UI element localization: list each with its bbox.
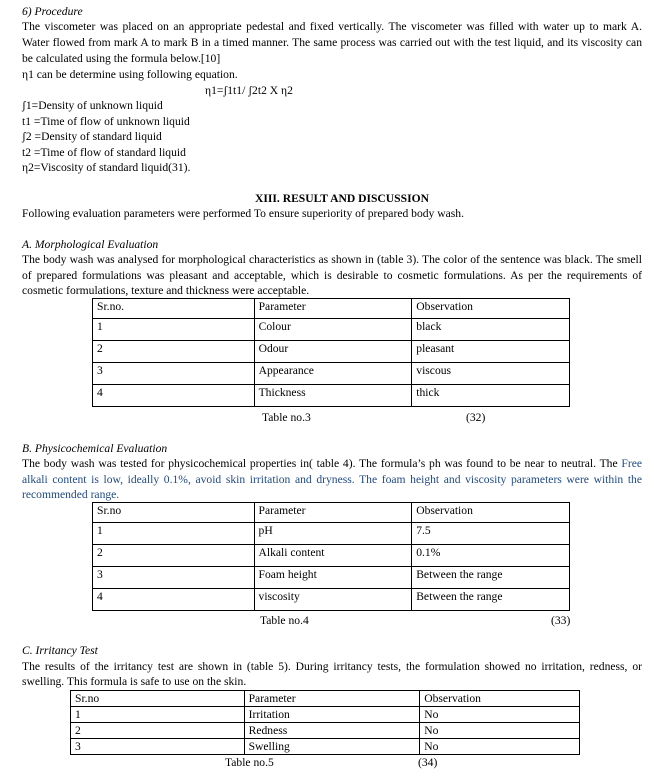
table-cell: No [420,723,580,739]
procedure-line-4: η1 can be determine using following equation. [22,68,238,81]
result-intro: Following evaluation parameters were performed To ensure superiority of prepared body wash. [22,207,464,220]
table-cell: No [420,739,580,755]
table-cell: 3 [93,567,255,589]
table-row [93,545,570,567]
table-cell: pleasant [412,341,570,363]
table-cell: pH [254,523,412,545]
table-cell: 3 [93,363,255,385]
table-row [93,523,570,545]
morphological-heading: A. Morphological Evaluation [22,238,159,251]
table-row [93,319,570,341]
table-row [93,589,570,611]
header-cell: Parameter [254,299,412,319]
irritancy-line-1: The results of the irritancy test are shown in (table 5). During irritancy tests, the formulation showed no irritation, redness, or [22,660,642,673]
header-cell: Sr.no. [93,299,255,319]
table-cell: Appearance [254,363,412,385]
table-cell: Alkali content [254,545,412,567]
table-5 [70,690,580,755]
table-cell: viscosity [254,589,412,611]
table-cell: Swelling [244,739,420,755]
table-cell: Irritation [244,707,420,723]
table-row [71,707,580,723]
table-cell: 4 [93,589,255,611]
table-cell: Thickness [254,385,412,407]
definition-3: ʃ2 =Density of standard liquid [22,130,162,143]
table-cell: black [412,319,570,341]
morphological-line-2: of prepared formulations was pleasant and acceptable, which is desirable to cosmetic formulations. As per the requirements of [22,269,642,282]
table-cell: 1 [93,319,255,341]
procedure-line-2: Water flowed from mark A to mark B in a timed manner. The same process was carried out with the test liquid, and its viscosity can [22,36,642,49]
table-header-row [71,691,580,707]
table-cell: 7.5 [412,523,570,545]
header-cell: Parameter [244,691,420,707]
definition-4: t2 =Time of flow of standard liquid [22,146,186,159]
table-cell: viscous [412,363,570,385]
table-4-caption: Table no.4 [260,614,309,627]
table-cell: thick [412,385,570,407]
procedure-line-3: be calculated using the formula below.[10] [22,52,221,65]
table-header-row [93,503,570,523]
table-row [93,385,570,407]
definition-5: η2=Viscosity of standard liquid(31). [22,161,191,174]
table-row [71,739,580,755]
physicochemical-line-2: alkali content is low, ideally 0.1%, avoid skin irritation and dryness. The foam height and viscosity parameters were within the [22,473,642,486]
table-cell: Between the range [412,567,570,589]
table-cell: Colour [254,319,412,341]
section-heading: XIII. RESULT AND DISCUSSION [255,192,429,205]
morphological-line-3: cosmetic formulations, texture and thickness were acceptable. [22,284,310,297]
table-cell: Foam height [254,567,412,589]
table-4-ref: (33) [551,614,571,627]
table-row [71,723,580,739]
definition-1: ʃ1=Density of unknown liquid [22,99,163,112]
table-cell: 1 [71,707,245,723]
table-cell: 2 [93,545,255,567]
table-cell: 3 [71,739,245,755]
table-3-ref: (32) [466,411,486,424]
header-cell: Sr.no [93,503,255,523]
table-row [93,567,570,589]
physicochemical-line-3: recommended range. [22,488,120,501]
table-cell: Between the range [412,589,570,611]
header-cell: Observation [412,503,570,523]
table-row [93,363,570,385]
table-cell: Redness [244,723,420,739]
table-cell: 4 [93,385,255,407]
table-cell: Odour [254,341,412,363]
physicochemical-line-1-text: The body wash was tested for physicochemical properties in( table 4). The formula’s ph was found to be near to neutral. The [22,457,622,470]
table-cell: 1 [93,523,255,545]
table-header-row [93,299,570,319]
table-cell: 2 [71,723,245,739]
table-cell: No [420,707,580,723]
procedure-line-1: The viscometer was placed on an appropriate pedestal and fixed vertically. The viscometer was filled with water up to mark A. [22,20,642,33]
table-5-ref: (34) [418,756,438,769]
table-cell: 2 [93,341,255,363]
physicochemical-heading: B. Physicochemical Evaluation [22,442,168,455]
irritancy-heading: C. Irritancy Test [22,644,98,657]
physicochemical-line-1-link: Free [621,457,642,470]
table-3 [92,298,570,407]
header-cell: Observation [412,299,570,319]
header-cell: Parameter [254,503,412,523]
table-cell: 0.1% [412,545,570,567]
morphological-line-1: The body wash was analysed for morphological characteristics as shown in (table 3). The color of the sentence was black. The smell [22,253,642,266]
header-cell: Observation [420,691,580,707]
viscosity-equation: η1=ʃ1t1/ ʃ2t2 X η2 [205,84,293,97]
procedure-heading: 6) Procedure [22,5,83,18]
table-4 [92,502,570,611]
table-5-caption: Table no.5 [225,756,274,769]
header-cell: Sr.no [71,691,245,707]
irritancy-line-2: swelling. This formula is safe to use on the skin. [22,675,247,688]
table-3-caption: Table no.3 [262,411,311,424]
physicochemical-line-1 [22,456,642,472]
table-row [93,341,570,363]
definition-2: t1 =Time of flow of unknown liquid [22,115,190,128]
